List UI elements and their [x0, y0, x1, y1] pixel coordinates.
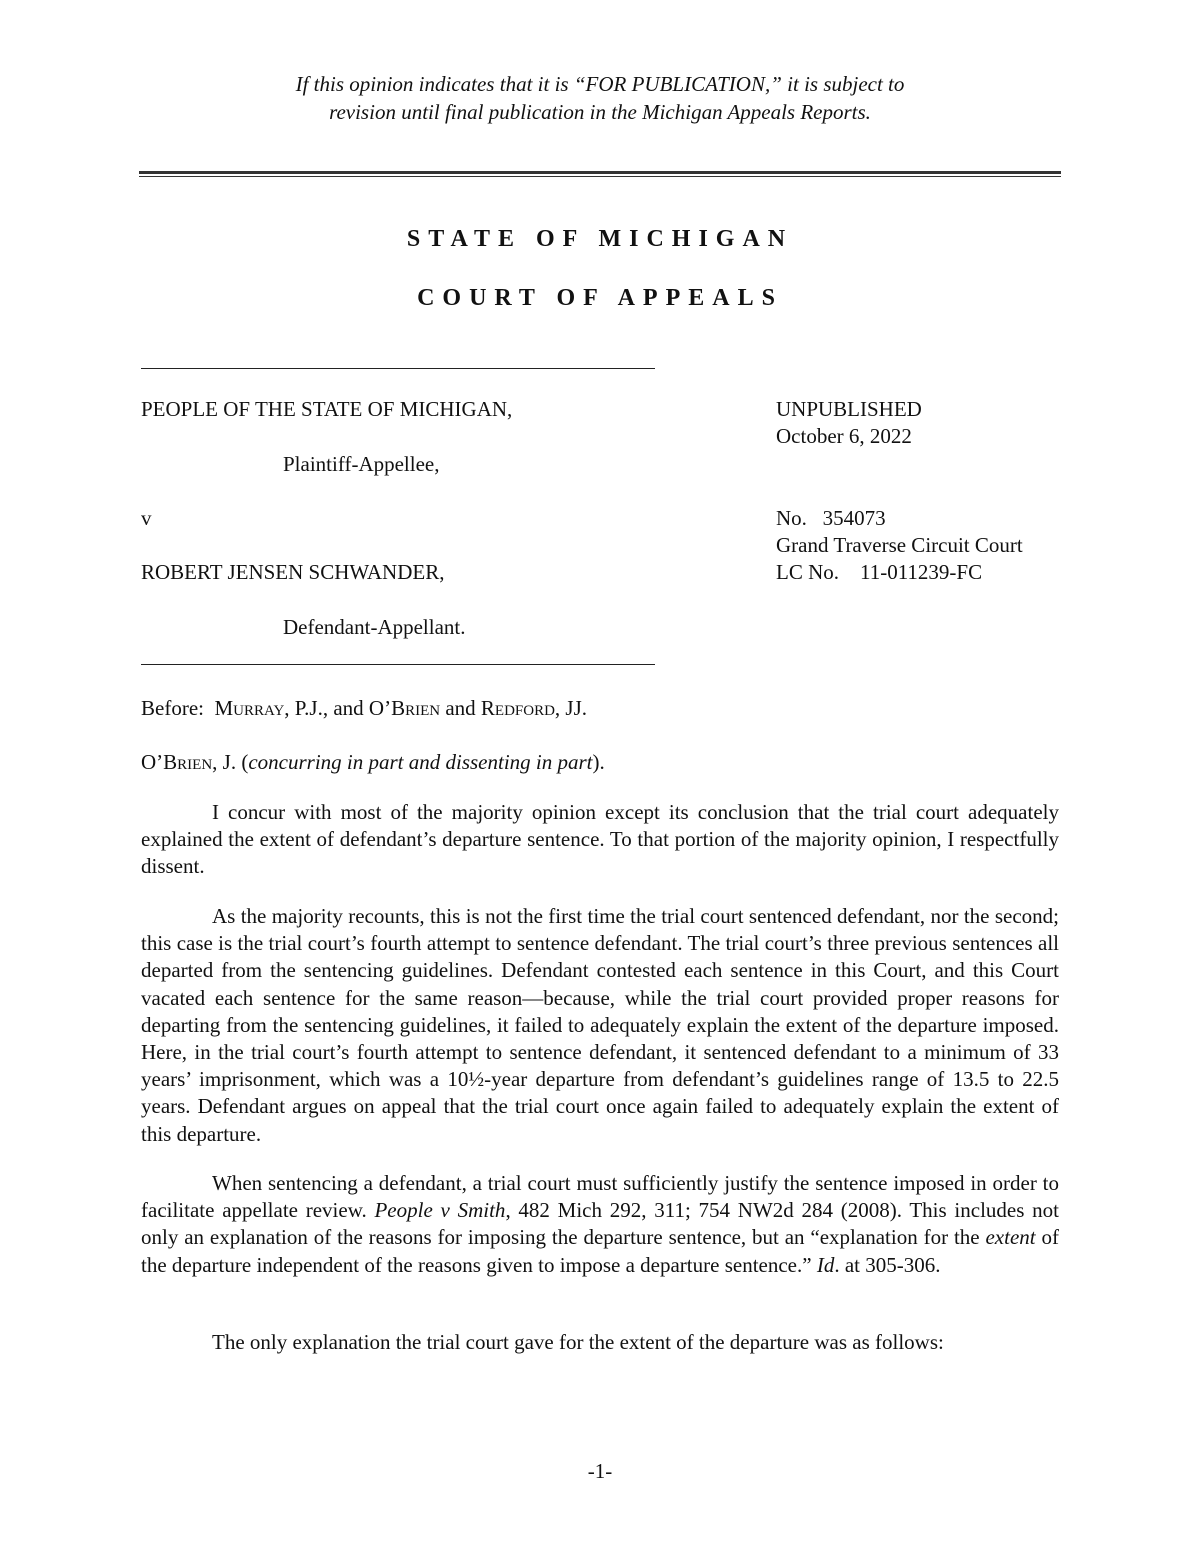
court-title: COURT OF APPEALS — [417, 285, 783, 311]
p3-extent: extent — [985, 1225, 1036, 1250]
p3-text-d: . at 305-306. — [834, 1252, 941, 1277]
versus: v — [141, 506, 152, 530]
panel-and: and — [440, 696, 481, 720]
judge-obrien: O’Brien — [368, 696, 441, 720]
plaintiff-role: Plaintiff-Appellee, — [283, 452, 440, 476]
plaintiff-name: PEOPLE OF THE STATE OF MICHIGAN, — [141, 397, 513, 421]
panel-before: Before: — [141, 696, 215, 720]
p3-text-a: When sentencing a defendant, a trial court must sufficiently justify the sentence imposed in order to facilitate appellate review. — [141, 1171, 1059, 1223]
state-title: STATE OF MICHIGAN — [406, 226, 794, 252]
defendant-name: ROBERT JENSEN SCHWANDER, — [141, 560, 445, 584]
notice-line-2: revision until final publication in the Michigan Appeals Reports. — [329, 100, 871, 124]
author-note: concurring in part and dissenting in part — [248, 750, 593, 774]
panel-line — [141, 695, 587, 722]
defendant-role: Defendant-Appellant. — [283, 615, 466, 639]
publication-notice — [0, 70, 1200, 126]
panel-pj: , P.J., and — [284, 696, 369, 720]
author-title: , J. ( — [212, 750, 249, 774]
author-close: ). — [592, 750, 605, 774]
p3-text-c: of the departure independent of the reasons given to impose a departure sentence.” — [141, 1225, 1059, 1277]
author-name: O’Brien — [141, 750, 213, 774]
publication-status: UNPUBLISHED — [776, 397, 922, 421]
caption-bottom-rule — [141, 664, 655, 665]
judge-redford: Redford — [480, 696, 555, 720]
decision-date: October 6, 2022 — [776, 424, 912, 448]
paragraph-4: The only explanation the trial court gave for the extent of the departure was as follows: — [212, 1330, 944, 1354]
paragraph-2: As the majority recounts, this is not the first time the trial court sentenced defendant, nor the second; this case is the trial court’s fourth attempt to sentence defendant. The trial court’s three previous sentences all departed from the sentencing guidelines. Defendant contested each sentence in this Court, and this Court vacated each sentence for the same reason—because, while the trial court provided proper reasons for departing from the sentencing guidelines, it failed to adequately explain the extent of the departure imposed. Here, in the trial court’s fourth attempt to sentence defendant, it sentenced defendant to a minimum of 33 years’ imprisonment, which was a 10½-year departure from defendant’s guidelines range of 13.5 to 22.5 years. Defendant argues on appeal that the trial court once again failed to adequately explain the extent of this departure. — [141, 904, 1059, 1146]
panel-jj: , JJ. — [554, 696, 588, 720]
docket-number: No. 354073 — [776, 506, 886, 530]
p3-text-b: , 482 Mich 292, 311; 754 NW2d 284 (2008). This includes not only an explanation of the reasons for imposing the departure sentence, but an “explanation for the — [141, 1198, 1059, 1250]
page-number: -1- — [587, 1459, 613, 1483]
case-citation: People v Smith — [374, 1198, 506, 1223]
caption-top-rule — [141, 368, 655, 369]
lower-court-number: LC No. 11-011239-FC — [776, 560, 983, 584]
judge-murray: Murray — [214, 696, 285, 720]
author-line — [141, 749, 605, 776]
paragraph-1: I concur with most of the majority opinion except its conclusion that the trial court adequately explained the extent of defendant’s departure sentence. To that portion of the majority opinion, I respectfully dissent. — [141, 800, 1059, 879]
notice-line-1: If this opinion indicates that it is “FOR PUBLICATION,” it is subject to — [295, 72, 905, 96]
paragraph-3 — [141, 1170, 1059, 1279]
header-divider — [139, 171, 1061, 177]
p3-id: Id — [816, 1252, 835, 1277]
lower-court: Grand Traverse Circuit Court — [776, 533, 1023, 557]
